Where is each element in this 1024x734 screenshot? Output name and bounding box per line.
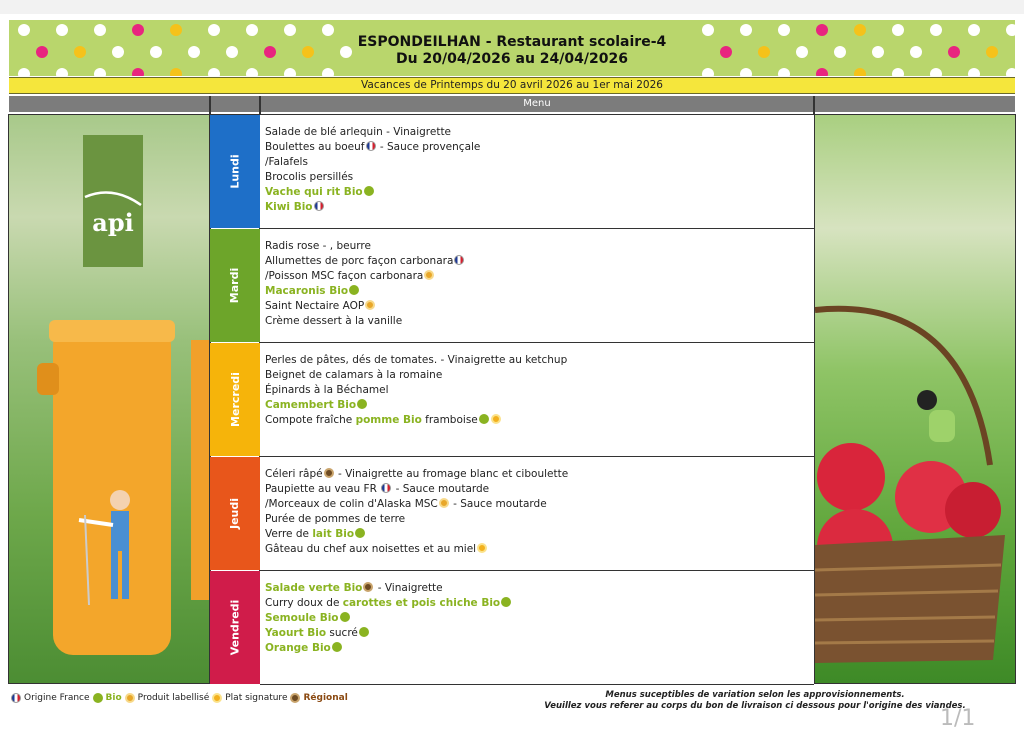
banner-dot bbox=[702, 68, 714, 76]
bio-icon bbox=[355, 528, 365, 538]
menu-item-text: /Falafels bbox=[265, 156, 308, 168]
holiday-notice: Vacances de Printemps du 20 avril 2026 au 1er mai 2026 bbox=[9, 77, 1015, 94]
menu-item bbox=[265, 125, 809, 140]
menu-item bbox=[265, 413, 809, 428]
menu-item-text: Perles de pâtes, dés de tomates. - Vinaigrette au ketchup bbox=[265, 354, 568, 366]
title-line-2: Du 20/04/2026 au 24/04/2026 bbox=[396, 51, 628, 67]
menu-items bbox=[265, 239, 809, 329]
page-title bbox=[9, 34, 1015, 68]
day-name: Mardi bbox=[228, 267, 242, 304]
menu-item bbox=[265, 299, 809, 314]
france-flag-icon bbox=[381, 483, 391, 493]
menu-item bbox=[265, 626, 809, 641]
menu-item bbox=[265, 611, 809, 626]
day-label-wrap bbox=[210, 229, 260, 342]
day-label-lundi bbox=[210, 115, 260, 228]
menu-item bbox=[265, 254, 809, 269]
menu-item-after: framboise bbox=[421, 414, 478, 426]
menu-item bbox=[265, 482, 809, 497]
day-label-wrap bbox=[210, 115, 260, 228]
footer-note bbox=[540, 690, 970, 712]
menu-item-text: Purée de pommes de terre bbox=[265, 513, 406, 525]
day-label-vendredi bbox=[210, 571, 260, 684]
menu-item bbox=[265, 269, 809, 284]
header-bar-days bbox=[210, 96, 259, 112]
menu-item bbox=[265, 512, 809, 527]
banner-dot bbox=[740, 68, 752, 76]
legend-regional: Régional bbox=[303, 693, 348, 703]
footer-note-line-2: Veuillez vous referer au corps du bon de livraison ci dessous pour l'origine des viandes. bbox=[544, 701, 966, 711]
banner-dot bbox=[18, 68, 30, 76]
menu-item-text: Céleri râpé bbox=[265, 468, 323, 480]
menu-item-sauce: - Sauce moutarde bbox=[392, 483, 490, 495]
label-icon bbox=[424, 270, 434, 280]
day-name: Mercredi bbox=[228, 372, 242, 427]
footer-note-line-1: Menus suceptibles de variation selon les approvisionnements. bbox=[605, 690, 905, 700]
menu-item bbox=[265, 314, 809, 329]
signature-icon bbox=[212, 693, 222, 703]
menu-item bbox=[265, 185, 809, 200]
france-flag-icon bbox=[314, 201, 324, 211]
banner-dot bbox=[816, 68, 828, 76]
menu-items bbox=[265, 467, 809, 557]
menu-item bbox=[265, 284, 809, 299]
regional-icon bbox=[363, 582, 373, 592]
regional-icon bbox=[290, 693, 300, 703]
menu-item-text: Camembert Bio bbox=[265, 399, 357, 411]
banner-dot bbox=[930, 68, 942, 76]
menu-item-after: sucré bbox=[326, 627, 358, 639]
menu-item-text: Gâteau du chef aux noisettes et au miel bbox=[265, 543, 477, 555]
menu-item bbox=[265, 383, 809, 398]
menu-item bbox=[265, 140, 809, 155]
bio-icon bbox=[364, 186, 374, 196]
menu-item-text: Verre de bbox=[265, 528, 313, 540]
title-line-1: ESPONDEILHAN - Restaurant scolaire-4 bbox=[357, 34, 667, 50]
menu-item-text: Yaourt Bio bbox=[265, 627, 327, 639]
menu-item-text: Radis rose - , beurre bbox=[265, 240, 371, 252]
menu-item-bio-part: pomme Bio bbox=[355, 414, 422, 426]
menu-cell-jeudi bbox=[260, 457, 814, 571]
day-label-jeudi bbox=[210, 457, 260, 570]
menu-item bbox=[265, 398, 809, 413]
regional-icon bbox=[324, 468, 334, 478]
day-label-mercredi bbox=[210, 343, 260, 456]
banner-dot bbox=[892, 68, 904, 76]
label-icon bbox=[365, 300, 375, 310]
menu-column-header: Menu bbox=[261, 96, 813, 112]
menu-item-text: /Morceaux de colin d'Alaska MSC bbox=[265, 498, 438, 510]
menu-item bbox=[265, 542, 809, 557]
day-name: Vendredi bbox=[228, 599, 242, 656]
banner-dot bbox=[208, 68, 220, 76]
page-indicator: 1/1 bbox=[940, 706, 976, 731]
header-bar-left bbox=[9, 96, 209, 112]
banner-dot bbox=[170, 68, 182, 76]
bio-icon bbox=[340, 612, 350, 622]
banner-dot bbox=[94, 68, 106, 76]
banner-dot bbox=[56, 68, 68, 76]
france-flag-icon bbox=[454, 255, 464, 265]
banner-dot bbox=[778, 68, 790, 76]
banner-dot bbox=[132, 68, 144, 76]
header-banner bbox=[9, 20, 1015, 76]
legend-plat-signature: Plat signature bbox=[225, 693, 288, 703]
menu-item bbox=[265, 467, 809, 482]
banner-dot bbox=[322, 68, 334, 76]
header-bar-right bbox=[815, 96, 1015, 112]
legend bbox=[10, 693, 348, 703]
menu-item-text: Beignet de calamars à la romaine bbox=[265, 369, 443, 381]
menu-cell-lundi bbox=[260, 115, 814, 229]
banner-dot bbox=[284, 68, 296, 76]
menu-item bbox=[265, 200, 809, 215]
day-label-wrap bbox=[210, 343, 260, 456]
menu-item-text: Paupiette au veau FR bbox=[265, 483, 381, 495]
menu-item bbox=[265, 596, 809, 611]
bio-icon bbox=[359, 627, 369, 637]
day-label-mardi bbox=[210, 229, 260, 342]
menu-item bbox=[265, 581, 809, 596]
menu-item-text: /Poisson MSC façon carbonara bbox=[265, 270, 424, 282]
menu-item-text: Curry doux de bbox=[265, 597, 343, 609]
bio-icon bbox=[357, 399, 367, 409]
menu-item-text: Compote fraîche bbox=[265, 414, 356, 426]
bio-icon bbox=[501, 597, 511, 607]
banner-dot bbox=[854, 68, 866, 76]
menu-item bbox=[265, 368, 809, 383]
menu-item bbox=[265, 527, 809, 542]
label-icon bbox=[439, 498, 449, 508]
banner-dot bbox=[968, 68, 980, 76]
api-logo-text: api bbox=[92, 208, 134, 237]
label-icon bbox=[125, 693, 135, 703]
france-flag-icon bbox=[11, 693, 21, 703]
day-label-wrap bbox=[210, 457, 260, 570]
menu-item bbox=[265, 170, 809, 185]
menu-item-bio-part: lait Bio bbox=[312, 528, 355, 540]
menu-item-text: Boulettes au boeuf bbox=[265, 141, 365, 153]
day-label-wrap bbox=[210, 571, 260, 684]
menu-item bbox=[265, 497, 809, 512]
menu-cell-mardi bbox=[260, 229, 814, 343]
menu-item-text: Épinards à la Béchamel bbox=[265, 384, 389, 396]
menu-item-text: Allumettes de porc façon carbonara bbox=[265, 255, 454, 267]
menu-item-text: Crème dessert à la vanille bbox=[265, 315, 403, 327]
menu-cell-vendredi bbox=[260, 571, 814, 685]
menu-item-text: Kiwi Bio bbox=[265, 201, 313, 213]
menu-item-sauce: - Vinaigrette bbox=[374, 582, 443, 594]
bio-icon bbox=[349, 285, 359, 295]
menu-item-text: Macaronis Bio bbox=[265, 285, 349, 297]
menu-item-sauce: - Sauce moutarde bbox=[449, 498, 547, 510]
menu-item-text: Salade verte Bio bbox=[265, 582, 363, 594]
legend-bio: Bio bbox=[105, 693, 122, 703]
menu-item-text: Salade de blé arlequin - Vinaigrette bbox=[265, 126, 452, 138]
day-name: Jeudi bbox=[228, 497, 242, 530]
banner-dot bbox=[1006, 68, 1015, 76]
menu-items bbox=[265, 125, 809, 215]
bio-icon bbox=[479, 414, 489, 424]
menu-item-text: Semoule Bio bbox=[265, 612, 339, 624]
banner-dot bbox=[246, 68, 258, 76]
menu-items bbox=[265, 581, 809, 656]
menu-item-text: Vache qui rit Bio bbox=[265, 186, 363, 198]
menu-item bbox=[265, 155, 809, 170]
top-strip bbox=[0, 0, 1024, 14]
legend-origine-france: Origine France bbox=[24, 693, 90, 703]
menu-item bbox=[265, 641, 809, 656]
menu-item-text: Saint Nectaire AOP bbox=[265, 300, 365, 312]
menu-item-text: Orange Bio bbox=[265, 642, 331, 654]
bio-icon bbox=[332, 642, 342, 652]
bio-icon bbox=[93, 693, 103, 703]
menu-item-sauce: - Sauce provençale bbox=[376, 141, 481, 153]
day-name: Lundi bbox=[228, 154, 242, 189]
menu-items bbox=[265, 353, 809, 428]
signature-icon bbox=[477, 543, 487, 553]
menu-cell-mercredi bbox=[260, 343, 814, 457]
menu-item-bio-part: carottes et pois chiche Bio bbox=[342, 597, 501, 609]
menu-item-sauce: - Vinaigrette au fromage blanc et ciboulette bbox=[334, 468, 569, 480]
france-flag-icon bbox=[366, 141, 376, 151]
menu-item-text: Brocolis persillés bbox=[265, 171, 354, 183]
menu-item bbox=[265, 239, 809, 254]
signature-icon bbox=[491, 414, 501, 424]
menu-item bbox=[265, 353, 809, 368]
legend-produit-labellise: Produit labellisé bbox=[137, 693, 210, 703]
